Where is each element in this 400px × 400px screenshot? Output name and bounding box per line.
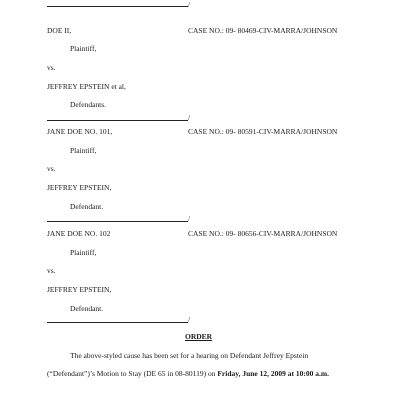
caption-rule (47, 120, 188, 121)
caption-rule-top (47, 6, 188, 7)
defendant-role: Defendants. (70, 100, 107, 109)
caption-rule-slash: / (188, 0, 191, 9)
caption-rule-slash: / (188, 113, 191, 122)
caption-rule-slash: / (188, 214, 191, 223)
defendant-name: JEFFREY EPSTEIN, (47, 183, 112, 192)
plaintiff-role: Plaintiff, (70, 44, 97, 53)
caption-rule (47, 322, 188, 323)
caption-rule (47, 221, 188, 222)
versus-label: vs. (47, 63, 56, 72)
case-number: CASE NO.: 09- 80469-CIV-MARRA/JOHNSON (188, 26, 338, 35)
order-paragraph-line-2 (47, 370, 329, 378)
plaintiff-name: JANE DOE NO. 102 (47, 229, 111, 238)
case-number: CASE NO.: 09- 80656-CIV-MARRA/JOHNSON (188, 229, 338, 238)
order-paragraph-text: (“Defendant”)’s Motion to Stay (DE 65 in 08-80119) on (47, 369, 218, 378)
versus-label: vs. (47, 266, 56, 275)
order-title: ORDER (185, 332, 213, 341)
plaintiff-name: JANE DOE NO. 101, (47, 127, 113, 136)
defendant-name: JEFFREY EPSTEIN et al, (47, 82, 126, 91)
plaintiff-name: DOE II, (47, 26, 72, 35)
defendant-name: JEFFREY EPSTEIN, (47, 285, 112, 294)
case-number: CASE NO.: 09- 80591-CIV-MARRA/JOHNSON (188, 127, 338, 136)
order-paragraph-line-1: The above-styled cause has been set for a hearing on Defendant Jeffrey Epstein (70, 351, 309, 360)
hearing-date: Friday, June 12, 2009 at 10:00 a.m. (217, 369, 329, 378)
plaintiff-role: Plaintiff, (70, 146, 97, 155)
defendant-role: Defendant. (70, 202, 104, 211)
plaintiff-role: Plaintiff, (70, 248, 97, 257)
caption-rule-slash: / (188, 315, 191, 324)
versus-label: vs. (47, 164, 56, 173)
defendant-role: Defendant. (70, 304, 104, 313)
